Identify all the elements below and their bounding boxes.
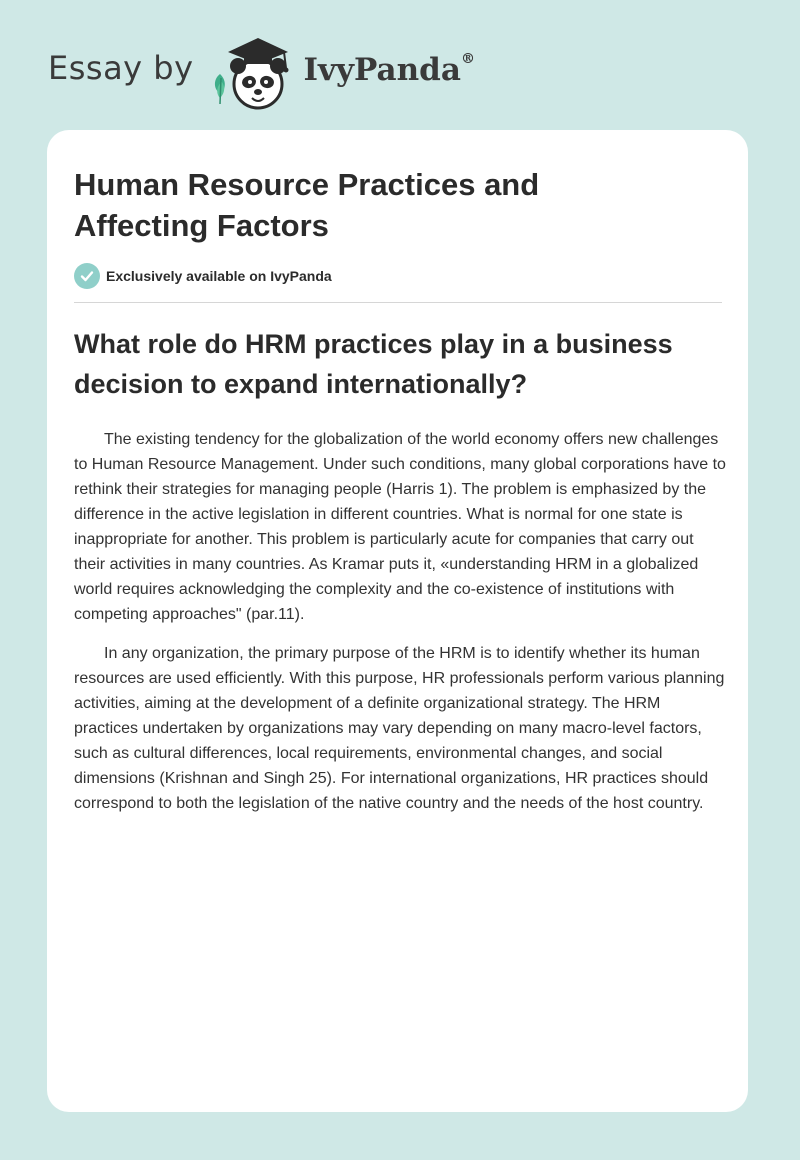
essay-body <box>74 427 726 830</box>
essay-card <box>47 130 748 1112</box>
essay-by-label: Essay by <box>48 49 194 87</box>
site-header <box>48 30 475 114</box>
essay-title: Human Resource Practices and Affecting Factors <box>74 167 540 243</box>
panda-logo-icon[interactable] <box>208 30 300 114</box>
checkmark-icon <box>80 269 94 283</box>
paragraph: In any organization, the primary purpose of the HRM is to identify whether its human resources are used efficiently. With this purpose, HR professionals perform various planning activities, aiming at the development of a definite organizational strategy. The HRM practices undertaken by organizations may vary depending on many macro-level factors, such as cultural differences, local requirements, environmental changes, and social dimensions (Krishnan and Singh 25). For international organizations, HR practices should correspond to both the legislation of the native country and the needs of the host country. <box>74 645 725 812</box>
section-heading: What role do HRM practices play in a business decision to expand internationally? <box>74 329 673 399</box>
title-divider <box>74 302 722 303</box>
registered-mark: ® <box>460 50 475 67</box>
exclusive-badge-label: Exclusively available on IvyPanda <box>106 268 332 284</box>
exclusive-badge <box>74 263 332 289</box>
paragraph: The existing tendency for the globalization of the world economy offers new challenges to Human Resource Management. Under such conditions, many global corporations have to rethink their strategies for managing people (Harris 1). The problem is emphasized by the difference in the active legislation in different countries. What is normal for one state is inappropriate for another. This problem is particularly acute for companies that carry out their activities in many countries. As Kramar puts it, «understanding HRM in a globalized world requires acknowledging the complexity and the co-existence of institutions with competing approaches" (par.11). <box>74 431 726 623</box>
check-circle-icon <box>74 263 100 289</box>
brand-name[interactable] <box>304 52 475 88</box>
brand-label: IvyPanda <box>303 52 461 88</box>
